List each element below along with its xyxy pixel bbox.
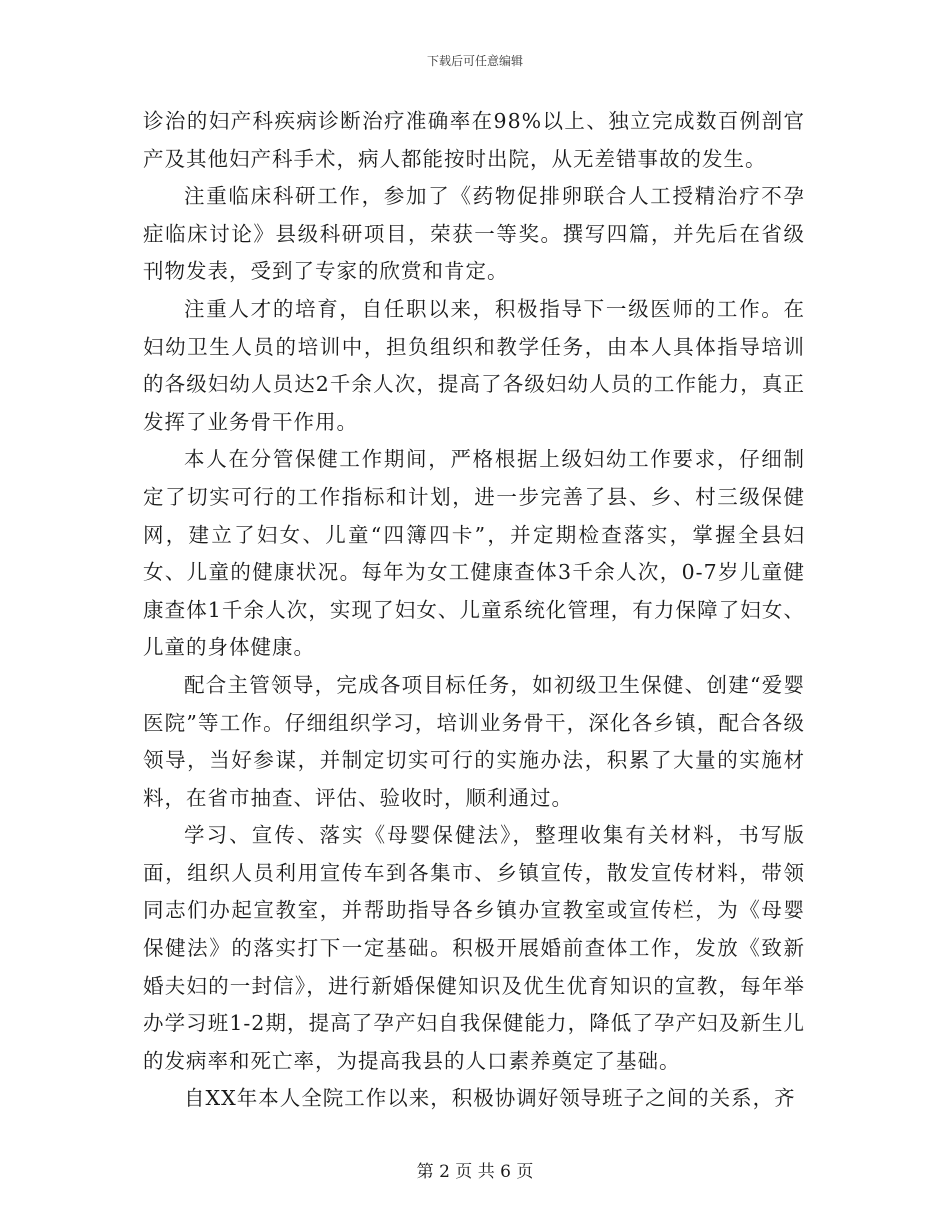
paragraph-hospital-work: 自XX年本人全院工作以来，积极协调好领导班子之间的关系，齐 — [184, 1086, 796, 1111]
paragraph-target-tasks: 配合主管领导，完成各项目标任务，如初级卫生保健、创建“爱婴医院”等工作。仔细组织学习，培训业务骨干，深化各乡镇，配合各级领导，当好参谋，并制定切实可行的实施办法，积累了大量的实施材料，在省市抽查、评估、验收时，顺利通过。 — [143, 672, 805, 810]
paragraph-maternal-law-promotion: 学习、宣传、落实《母婴保健法》，整理收集有关材料，书写版面，组织人员利用宣传车到各集市、乡镇宣传，散发宣传材料，带领同志们办起宣教室，并帮助指导各乡镇办宣教室或宣传栏，为《母婴保健法》的落实打下一定基础。积极开展婚前查体工作，发放《致新婚夫妇的一封信》，进行新婚保健知识及优生优育知识的宣教，每年举办学习班1-2期，提高了孕产妇自我保健能力，降低了孕产妇及新生儿的发病率和死亡率，为提高我县的人口素养奠定了基础。 — [143, 823, 805, 1073]
page-number-footer: 第 2 页 共 6 页 — [416, 1162, 534, 1182]
paragraph-talent-training: 注重人才的培育，自任职以来，积极指导下一级医师的工作。在妇幼卫生人员的培训中，担负组织和教学任务，由本人具体指导培训的各级妇幼人员达2千余人次，提高了各级妇幼人员的工作能力，真正发挥了业务骨干作用。 — [143, 296, 805, 434]
paragraph-diagnosis-continued: 诊治的妇产科疾病诊断治疗准确率在98%以上、独立完成数百例剖官产及其他妇产科手术，病人都能按时出院，从无差错事故的发生。 — [143, 109, 805, 171]
document-body — [143, 103, 805, 1118]
paragraph-health-care-work: 本人在分管保健工作期间，严格根据上级妇幼工作要求，仔细制定了切实可行的工作指标和计划，进一步完善了县、乡、村三级保健网，建立了妇女、儿童“四簿四卡”，并定期检查落实，掌握全县妇女、儿童的健康状况。每年为女工健康查体3千余人次，0-7岁儿童健康查体1千余人次，实现了妇女、儿童系统化管理，有力保障了妇女、儿童的身体健康。 — [143, 447, 805, 660]
page-header: 下载后可任意编辑 — [426, 54, 523, 68]
paragraph-clinical-research: 注重临床科研工作，参加了《药物促排卵联合人工授精治疗不孕症临床讨论》县级科研项目，荣获一等奖。撰写四篇，并先后在省级刊物发表，受到了专家的欣赏和肯定。 — [143, 184, 805, 284]
